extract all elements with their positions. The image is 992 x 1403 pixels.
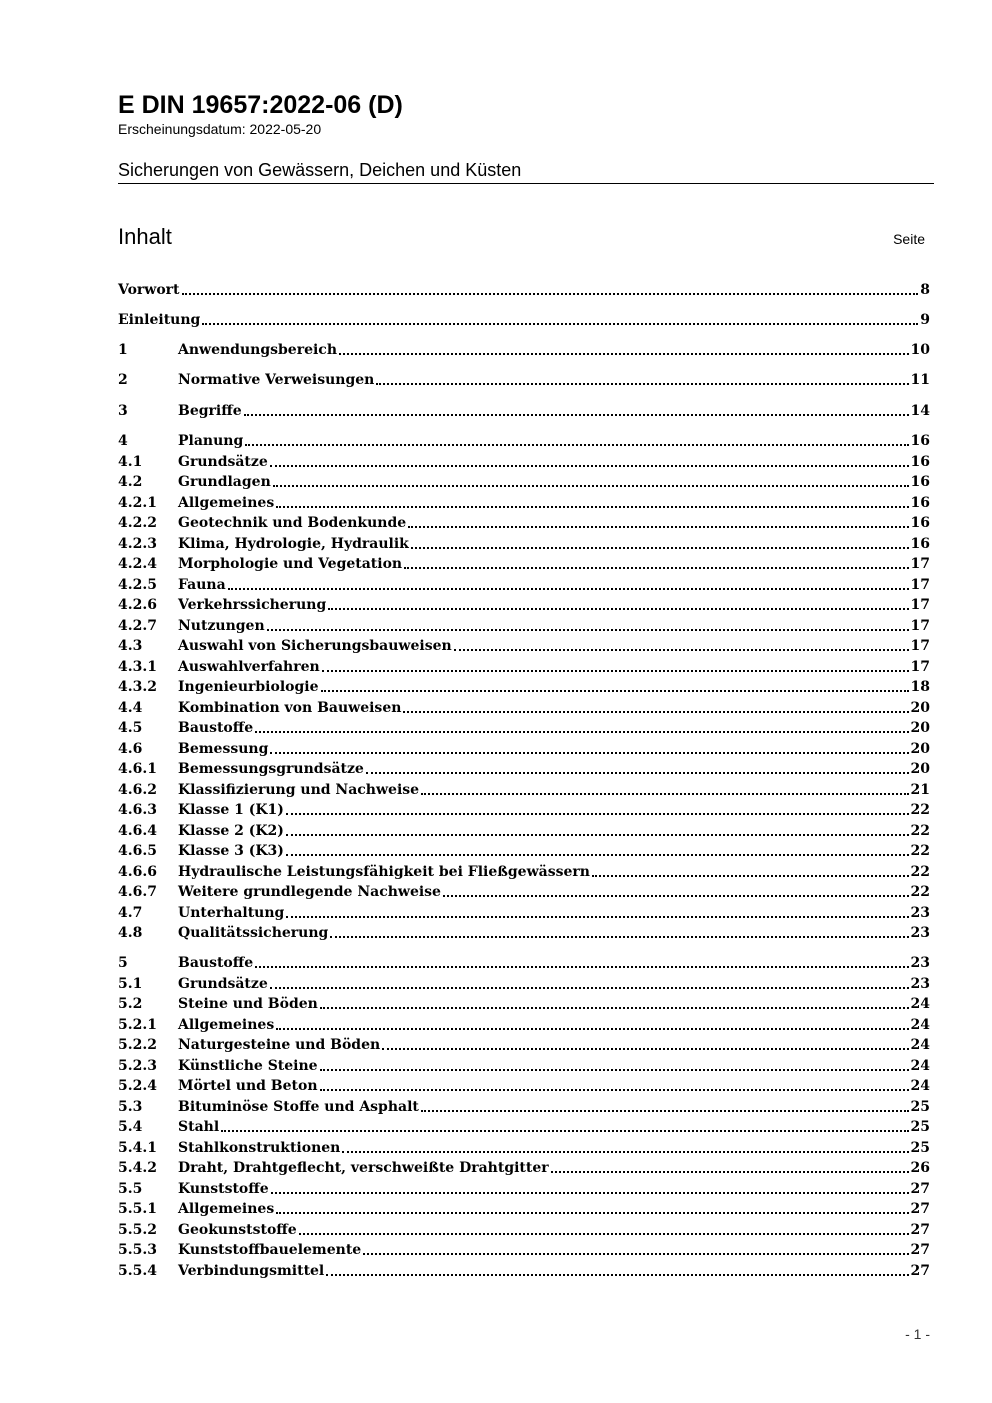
toc-entry-page: 16 (910, 535, 930, 552)
dot-leader (443, 882, 909, 902)
toc-entry-page: 24 (910, 996, 930, 1012)
toc-entry[interactable] (118, 513, 930, 533)
dot-leader (255, 718, 908, 738)
dot-leader (270, 739, 908, 759)
dot-leader (411, 534, 909, 554)
toc-entry[interactable] (118, 1015, 930, 1035)
toc-entry-page: 17 (910, 617, 930, 634)
toc-entry-number: 5.5.1 (118, 1201, 157, 1217)
toc-entry-number: 4.2.5 (118, 576, 157, 593)
dot-leader (286, 800, 909, 820)
toc-entry-number: 4.5 (118, 720, 143, 736)
dot-leader (421, 1097, 909, 1117)
toc-heading: Inhalt (118, 224, 172, 249)
toc-entry-title: Nutzungen (178, 617, 265, 634)
toc-entry-title: Kombination von Bauweisen (178, 699, 402, 716)
toc-entry[interactable] (118, 780, 930, 800)
toc-entry[interactable] (118, 1076, 930, 1096)
toc-entry[interactable] (118, 718, 930, 738)
toc-entry-number: 4.6 (118, 740, 143, 757)
toc-entry-page: 22 (910, 802, 930, 818)
toc-entry-title: Hydraulische Leistungsfähigkeit bei Fließgewässern (178, 863, 590, 880)
dot-leader (322, 657, 909, 677)
toc-entry-title: Morphologie und Vegetation (178, 556, 403, 572)
toc-entry-page: 22 (910, 884, 930, 900)
dot-leader (286, 821, 909, 841)
dot-leader (273, 472, 909, 492)
toc-entry-title: Vorwort (118, 282, 180, 298)
toc-entry[interactable] (118, 1117, 930, 1137)
toc-entry-title: Mörtel und Beton (178, 1078, 318, 1094)
dot-leader (276, 1015, 908, 1035)
toc-entry-page: 17 (910, 556, 930, 572)
toc-entry-number: 5.2.2 (118, 1037, 157, 1053)
toc-entry[interactable] (118, 657, 930, 677)
toc-entry-page: 11 (910, 372, 930, 388)
toc-entry-title: Geotechnik und Bodenkunde (178, 515, 407, 531)
toc-entry[interactable] (118, 974, 930, 994)
toc-entry-number: 5.5.2 (118, 1221, 157, 1238)
toc-entry-page: 22 (910, 843, 930, 859)
toc-entry[interactable] (118, 1220, 930, 1240)
toc-entry-title: Klima, Hydrologie, Hydraulik (178, 535, 409, 552)
toc-entry[interactable] (118, 1097, 930, 1117)
dot-leader (244, 401, 909, 421)
toc-entry-number: 4.2.1 (118, 494, 157, 511)
toc-entry-page: 18 (910, 679, 930, 695)
toc-entry-title: Grundsätze (178, 975, 268, 992)
toc-entry-number: 5.4 (118, 1119, 143, 1135)
toc-entry[interactable] (118, 903, 930, 923)
toc-entry-title: Verkehrssicherung (178, 597, 327, 613)
document-id: E DIN 19657:2022-06 (D) (118, 91, 403, 119)
toc-entry-title: Begriffe (178, 403, 242, 419)
dot-leader (267, 616, 909, 636)
dot-leader (330, 923, 908, 943)
toc-entry-page: 24 (910, 1037, 930, 1053)
toc-entry-page: 24 (910, 1078, 930, 1094)
dot-leader (454, 636, 909, 656)
toc-entry[interactable] (118, 370, 930, 390)
toc-entry[interactable] (118, 1035, 930, 1055)
toc-entry-title: Draht, Drahtgeflecht, verschweißte Drahtgitter (178, 1160, 549, 1176)
toc-entry-number: 4.6.3 (118, 802, 157, 818)
toc-entry-page: 27 (910, 1262, 930, 1279)
toc-entry-number: 4 (118, 433, 128, 449)
toc-entry-number: 4.6.2 (118, 781, 157, 798)
toc-entry[interactable] (118, 493, 930, 513)
toc-entry[interactable] (118, 575, 930, 595)
toc-entry[interactable] (118, 554, 930, 574)
toc-entry-page: 21 (910, 781, 930, 798)
toc-entry[interactable] (118, 821, 930, 841)
toc-entry-title: Planung (178, 433, 244, 449)
toc-entry-title: Klasse 3 (K3) (178, 843, 284, 859)
toc-entry[interactable] (118, 841, 930, 861)
toc-entry-page: 14 (910, 403, 930, 419)
toc-entry-number: 5.2.3 (118, 1057, 157, 1074)
toc-entry-title: Ingenieurbiologie (178, 679, 319, 695)
dot-leader (366, 759, 909, 779)
toc-entry-number: 5.5 (118, 1180, 143, 1197)
toc-entry-page: 20 (910, 740, 930, 757)
toc-entry-number: 5.2 (118, 996, 143, 1012)
dot-leader (404, 554, 908, 574)
toc-entry-number: 4.3.1 (118, 658, 157, 675)
dot-leader (339, 340, 909, 360)
toc-entry-page: 10 (910, 342, 930, 358)
toc-entry[interactable] (118, 636, 930, 656)
toc-entry-page: 24 (910, 1057, 930, 1074)
toc-entry-page: 27 (910, 1242, 930, 1258)
toc-entry[interactable] (118, 280, 930, 300)
toc-entry-title: Qualitätssicherung (178, 925, 329, 941)
toc-entry[interactable] (118, 739, 930, 759)
toc-entry[interactable] (118, 340, 930, 360)
toc-entry-number: 4.6.1 (118, 761, 157, 777)
toc-entry-number: 3 (118, 403, 128, 419)
toc-entry-title: Klassifizierung und Nachweise (178, 781, 420, 798)
dot-leader (270, 974, 909, 994)
toc-entry[interactable] (118, 923, 930, 943)
toc-entry-title: Allgemeines (178, 1201, 275, 1217)
document-title: Sicherungen von Gewässern, Deichen und Küsten (118, 158, 934, 184)
toc-entry-title: Grundlagen (178, 474, 271, 490)
dot-leader (382, 1035, 908, 1055)
dot-leader (270, 452, 909, 472)
toc-entry-title: Klasse 2 (K2) (178, 822, 284, 839)
toc-entry[interactable] (118, 534, 930, 554)
toc-entry[interactable] (118, 1261, 930, 1281)
toc-entry-page: 20 (910, 699, 930, 716)
toc-entry-title: Verbindungsmittel (178, 1262, 325, 1279)
dot-leader (408, 513, 908, 533)
toc-entry-number: 4.6.6 (118, 863, 157, 880)
toc-entry[interactable] (118, 953, 930, 973)
toc-entry[interactable] (118, 310, 930, 330)
toc-entry-page: 25 (910, 1119, 930, 1135)
toc-entry-page: 16 (910, 474, 930, 490)
toc-entry-page: 16 (910, 433, 930, 449)
footer-page-number: - 1 - (905, 1326, 930, 1342)
toc-entry-page: 26 (910, 1160, 930, 1176)
toc-entry[interactable] (118, 862, 930, 882)
dot-leader (326, 1261, 908, 1281)
toc-entry-number: 2 (118, 372, 128, 388)
toc-entry[interactable] (118, 698, 930, 718)
toc-entry-page: 16 (910, 494, 930, 511)
toc-entry-number: 5.4.2 (118, 1160, 157, 1176)
toc-entry-number: 5.5.3 (118, 1242, 157, 1258)
dot-leader (299, 1220, 909, 1240)
toc-entry-page: 27 (910, 1221, 930, 1238)
toc-entry-title: Kunststoffbauelemente (178, 1242, 362, 1258)
dot-leader (551, 1158, 909, 1178)
toc-entry-title: Allgemeines (178, 494, 275, 511)
toc-entry-number: 4.2.4 (118, 556, 157, 572)
toc-entry-title: Auswahl von Sicherungsbauweisen (178, 638, 452, 654)
toc-entry-number: 5.2.1 (118, 1016, 157, 1033)
dot-leader (276, 493, 908, 513)
toc-entry-number: 4.2 (118, 474, 143, 490)
toc-entry[interactable] (118, 1158, 930, 1178)
toc-entry-number: 5.1 (118, 975, 143, 992)
toc-entry-page: 17 (910, 597, 930, 613)
toc-entry-page: 25 (910, 1098, 930, 1115)
toc-entry-page: 16 (910, 453, 930, 470)
toc-entry-page: 16 (910, 515, 930, 531)
toc-entry-number: 4.2.2 (118, 515, 157, 531)
toc-entry-number: 1 (118, 342, 128, 358)
toc-entry-title: Bemessungsgrundsätze (178, 761, 364, 777)
toc-entry-page: 20 (910, 720, 930, 736)
toc-entry[interactable] (118, 1056, 930, 1076)
dot-leader (421, 780, 908, 800)
toc-entry-page: 17 (910, 576, 930, 593)
toc-entry-number: 4.3.2 (118, 679, 157, 695)
toc-entry[interactable] (118, 759, 930, 779)
dot-leader (245, 431, 908, 451)
toc-entry-title: Kunststoffe (178, 1180, 269, 1197)
toc-entry[interactable] (118, 616, 930, 636)
toc-entry[interactable] (118, 595, 930, 615)
dot-leader (286, 903, 908, 923)
toc-entry[interactable] (118, 1138, 930, 1158)
toc-entry-page: 23 (910, 955, 930, 971)
toc-entry-page: 27 (910, 1180, 930, 1197)
dot-leader (320, 1076, 909, 1096)
toc-entry-page: 9 (920, 312, 930, 328)
toc-entry-number: 4.6.7 (118, 884, 157, 900)
toc-entry-page: 8 (920, 282, 930, 298)
toc-entry-page: 17 (910, 638, 930, 654)
toc-entry-page: 27 (910, 1201, 930, 1217)
toc-page-column-label: Seite (893, 231, 925, 247)
toc-entry-number: 4.7 (118, 904, 143, 921)
toc-entry[interactable] (118, 452, 930, 472)
toc-entry-number: 4.1 (118, 453, 143, 470)
toc-entry-title: Weitere grundlegende Nachweise (178, 884, 441, 900)
toc-entry-page: 23 (910, 975, 930, 992)
dot-leader (182, 280, 919, 300)
toc-entry[interactable] (118, 1179, 930, 1199)
dot-leader (255, 953, 908, 973)
dot-leader (271, 1179, 909, 1199)
toc-entry[interactable] (118, 800, 930, 820)
dot-leader (328, 595, 908, 615)
toc-entry-title: Bemessung (178, 740, 269, 757)
dot-leader (320, 1056, 909, 1076)
toc-entry-number: 5.5.4 (118, 1262, 157, 1279)
toc-entry-title: Anwendungsbereich (178, 342, 337, 358)
dot-leader (202, 310, 918, 330)
toc-entry-page: 20 (910, 761, 930, 777)
dot-leader (592, 862, 909, 882)
toc-entry-title: Bituminöse Stoffe und Asphalt (178, 1098, 419, 1115)
publication-date: Erscheinungsdatum: 2022-05-20 (118, 121, 322, 137)
toc-entry-title: Geokunststoffe (178, 1221, 297, 1238)
toc-entry-number: 5.4.1 (118, 1139, 157, 1156)
dot-leader (320, 994, 909, 1014)
toc-entry-number: 5.3 (118, 1098, 143, 1115)
toc-entry-title: Steine und Böden (178, 996, 318, 1012)
toc-entry-title: Künstliche Steine (178, 1057, 318, 1074)
toc-entry-number: 4.3 (118, 638, 143, 654)
toc-entry-number: 5.2.4 (118, 1078, 157, 1094)
toc-entry-page: 23 (910, 904, 930, 921)
toc-entry-number: 5 (118, 955, 128, 971)
toc-entry-title: Einleitung (118, 312, 201, 328)
dot-leader (376, 370, 908, 390)
toc-entry-page: 24 (910, 1016, 930, 1033)
toc-entry-number: 4.2.3 (118, 535, 157, 552)
toc-entry[interactable] (118, 994, 930, 1014)
toc-entry[interactable] (118, 882, 930, 902)
toc-entry-title: Stahl (178, 1119, 220, 1135)
dot-leader (342, 1138, 908, 1158)
toc-entry-number: 4.2.7 (118, 617, 157, 634)
toc-entry[interactable] (118, 1199, 930, 1219)
toc-entry-title: Auswahlverfahren (178, 658, 320, 675)
toc-entry-number: 4.6.4 (118, 822, 157, 839)
toc-entry-number: 4.6.5 (118, 843, 157, 859)
toc-entry-page: 23 (910, 925, 930, 941)
toc-entry[interactable] (118, 401, 930, 421)
toc-entry[interactable] (118, 472, 930, 492)
toc-entry-title: Naturgesteine und Böden (178, 1037, 381, 1053)
toc-entry-number: 4.2.6 (118, 597, 157, 613)
toc-entry-title: Allgemeines (178, 1016, 275, 1033)
dot-leader (276, 1199, 908, 1219)
toc-entry[interactable] (118, 1240, 930, 1260)
toc-entry-title: Unterhaltung (178, 904, 285, 921)
toc-entry-title: Baustoffe (178, 955, 254, 971)
toc-entry-title: Fauna (178, 576, 226, 593)
toc-entry-page: 25 (910, 1139, 930, 1156)
toc-entry-page: 22 (910, 863, 930, 880)
toc-entry-title: Grundsätze (178, 453, 268, 470)
toc-entry-title: Stahlkonstruktionen (178, 1139, 341, 1156)
toc-entry-number: 4.4 (118, 699, 143, 716)
toc-entry-title: Klasse 1 (K1) (178, 802, 284, 818)
dot-leader (221, 1117, 908, 1137)
toc-entry-title: Baustoffe (178, 720, 254, 736)
dot-leader (228, 575, 909, 595)
toc-entry[interactable] (118, 431, 930, 451)
toc-entry-page: 22 (910, 822, 930, 839)
toc-entry-page: 17 (910, 658, 930, 675)
toc-entry[interactable] (118, 677, 930, 697)
dot-leader (321, 677, 909, 697)
dot-leader (286, 841, 909, 861)
toc-entry-number: 4.8 (118, 925, 143, 941)
dot-leader (363, 1240, 908, 1260)
dot-leader (403, 698, 908, 718)
toc-entry-title: Normative Verweisungen (178, 372, 375, 388)
